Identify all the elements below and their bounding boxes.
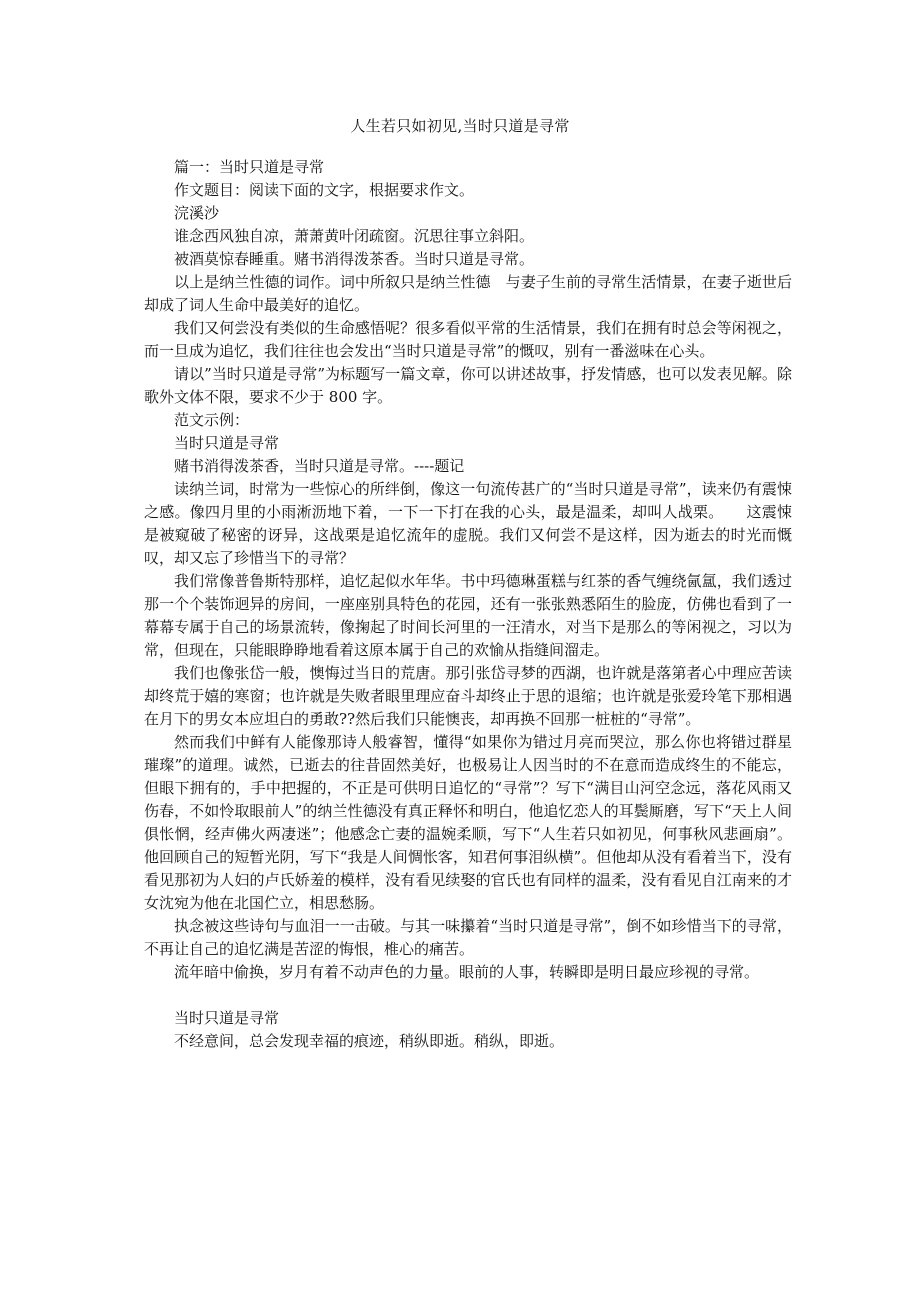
- document-title: 人生若只如初见,当时只道是寻常: [350, 117, 570, 135]
- paragraph: 作文题目：阅读下面的文字，根据要求作文。: [174, 181, 475, 199]
- poem-line: 谁念西风独自凉，萧萧黄叶闭疏窗。沉思往事立斜阳。: [174, 227, 535, 245]
- document-body: [144, 156, 792, 1053]
- paragraph: 流年暗中偷换，岁月有着不动声色的力量。眼前的人事，转瞬即是明日最应珍视的寻常。: [174, 963, 760, 981]
- essay-title: 当时只道是寻常: [174, 434, 280, 452]
- paragraph: 不经意间，总会发现幸福的痕迹，稍纵即逝。稍纵，即逝。: [174, 1032, 565, 1050]
- paragraph: 请以”当时只道是寻常”为标题写一篇文章，你可以讲述故事，抒发情感，也可以发表见解。除歌外文体不限，要求不少于 800 字。: [144, 365, 792, 406]
- poem-line: 被酒莫惊春睡重。赌书消得泼茶香。当时只道是寻常。: [174, 250, 535, 268]
- blank-line: [144, 984, 792, 1007]
- paragraph: 我们也像张岱一般，懊悔过当日的荒唐。那引张岱寻梦的西湖，也许就是落第者心中理应苦读却终荒于嬉的寒窗；也许就是失败者眼里理应奋斗却终止于思的退缩；也许就是张爱玲笔下那相遇在月下的男女本应坦白的勇敢??然后我们只能懊丧，却再换不回那一桩桩的“寻常”。: [144, 664, 792, 728]
- paragraph: 范文示例：: [174, 411, 250, 429]
- paragraph: 我们又何尝没有类似的生命感悟呢？很多看似平常的生活情景，我们在拥有时总会等闲视之，而一旦成为追忆，我们往往也会发出“当时只道是寻常”的慨叹，别有一番滋味在心头。: [144, 319, 792, 360]
- essay-title: 当时只道是寻常: [174, 1009, 280, 1027]
- paragraph: 我们常像普鲁斯特那样，追忆起似水年华。书中玛德琳蛋糕与红茶的香气缠绕氤氲，我们透过那一个个装饰迥异的房间，一座座别具特色的花园，还有一张张熟悉陌生的脸庞，仿佛也看到了一幕幕专属于自己的场景流转，像掬起了时间长河里的一汪清水，对当下是那么的等闲视之，习以为常，但现在，只能眼睁睁地看着这原本属于自己的欢愉从指缝间溜走。: [144, 572, 792, 659]
- paragraph: 然而我们中鲜有人能像那诗人般睿智，懂得“如果你为错过月亮而哭泣，那么你也将错过群星璀璨”的道理。诚然，已逝去的往昔固然美好，也极易让人因当时的不在意而造成终生的不能忘，但眼下拥有的，手中把握的，不正是可供明日追忆的“寻常”？写下“满目山河空念远，落花风雨又伤春，不如怜取眼前人”的纳兰性德没有真正释怀和明白，他追忆恋人的耳鬓厮磨，写下“天上人间俱怅惘，经声佛火两凄迷”；他感念亡妻的温婉柔顺，写下“人生若只如初见，何事秋风悲画扇”。他回顾自己的短暂光阴，写下“我是人间惆怅客，知君何事泪纵横”。但他却从没有看着当下，没有看见那初为人妇的卢氏娇羞的模样，没有看见续娶的官氏也有同样的温柔，没有看见自江南来的才女沈宛为他在北国伫立，相思愁肠。: [144, 733, 792, 912]
- paragraph: 读纳兰词，时常为一些惊心的所绊倒，像这一句流传甚广的“当时只道是寻常”，读来仍有震悚之感。像四月里的小雨淅沥地下着，一下一下打在我的心头，最是温柔，却叫人战栗。 这震悚是被窥破了秘密的讶异，这战栗是追忆流年的虚脱。我们又何尝不是这样，因为逝去的时光而慨叹，却又忘了珍惜当下的寻常？: [144, 480, 792, 567]
- paragraph: 以上是纳兰性德的词作。词中所叙只是纳兰性德 与妻子生前的寻常生活情景，在妻子逝世后却成了词人生命中最美好的追忆。: [144, 273, 792, 314]
- paragraph: 执念被这些诗句与血泪一一击破。与其一味攥着“当时只道是寻常”，倒不如珍惜当下的寻常，不再让自己的追忆满是苦涩的悔恨，椎心的痛苦。: [144, 917, 792, 958]
- poem-title: 浣溪沙: [174, 204, 220, 222]
- section-heading: 篇一：当时只道是寻常: [174, 158, 325, 176]
- epigraph: 赌书消得泼茶香，当时只道是寻常。----题记: [174, 457, 465, 475]
